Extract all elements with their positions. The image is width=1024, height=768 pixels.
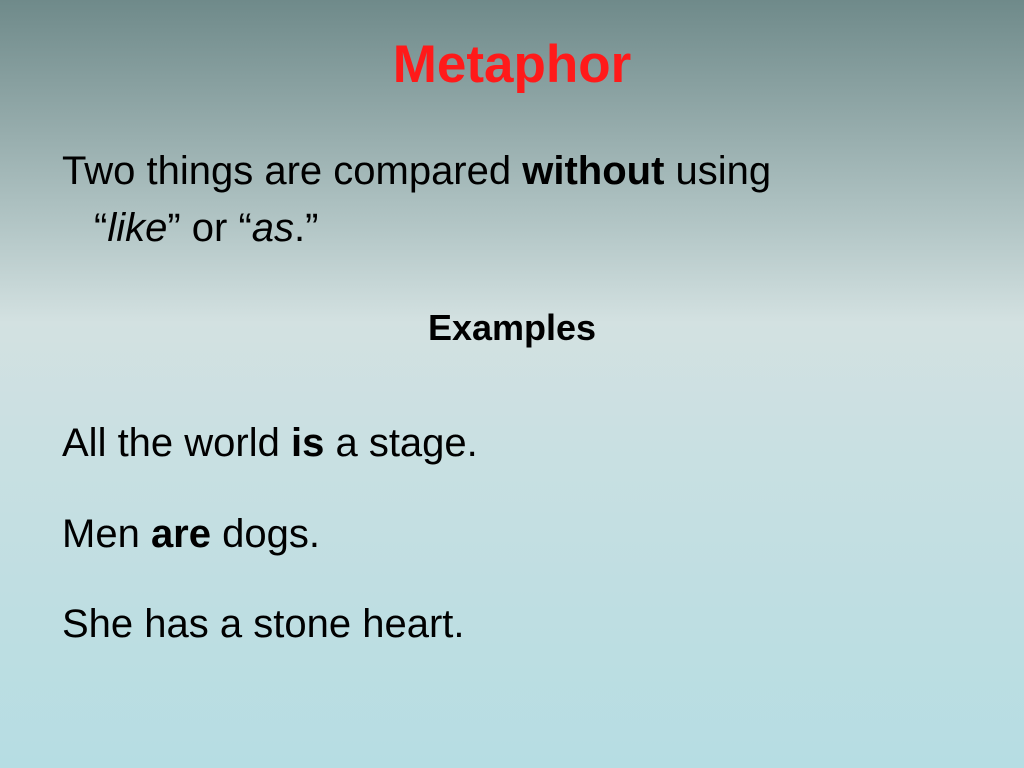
example-1 <box>62 420 478 466</box>
example-3: She has a stone heart. <box>62 602 465 646</box>
definition-text-start: Two things are compared <box>62 149 523 193</box>
example-1-bold: is <box>290 421 325 465</box>
definition-line-1 <box>62 148 771 194</box>
definition-quote-open: “ <box>94 206 108 250</box>
definition-text-end: using <box>664 149 772 193</box>
example-2-start: Men <box>62 512 151 556</box>
definition-line-2 <box>94 205 318 251</box>
definition-quote-close: .” <box>294 206 319 250</box>
example-1-start: All the world <box>62 421 291 465</box>
example-2-end: dogs. <box>211 512 320 556</box>
slide-title: Metaphor <box>392 35 632 94</box>
definition-italic-as: as <box>251 206 295 250</box>
definition-or: ” or “ <box>167 206 252 250</box>
example-2 <box>62 511 320 557</box>
definition-italic-like: like <box>107 206 168 250</box>
example-2-bold: are <box>150 512 211 556</box>
examples-heading: Examples <box>427 307 597 348</box>
definition-bold-without: without <box>522 149 665 193</box>
example-1-end: a stage. <box>324 421 478 465</box>
